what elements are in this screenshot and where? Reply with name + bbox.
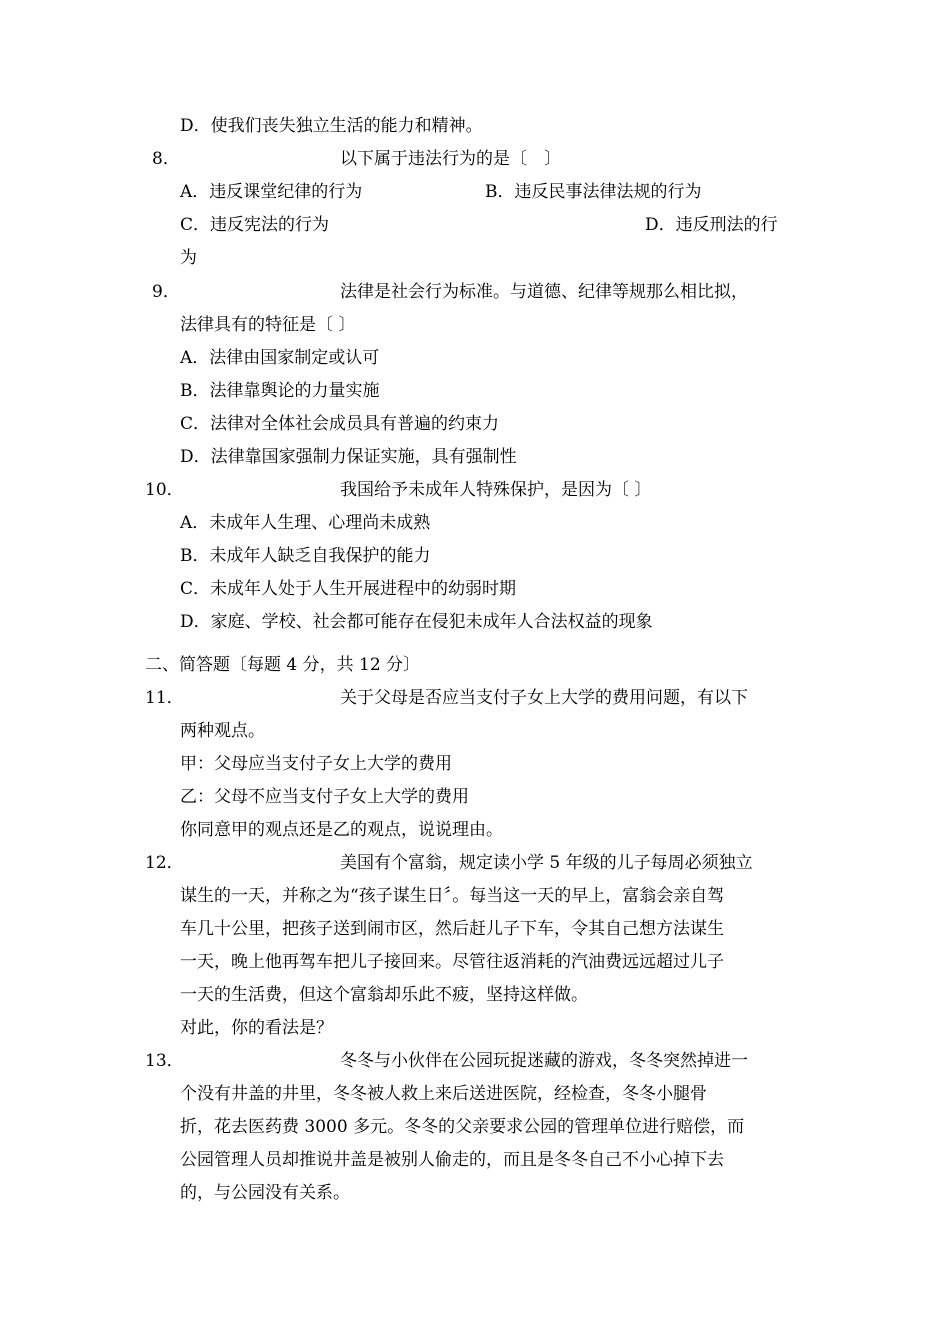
q10-option-a: A．未成年人生理、心理尚未成熟	[180, 513, 431, 533]
q11-stem: 关于父母是否应当支付子女上大学的费用问题，有以下	[340, 688, 748, 708]
q13-number: 13．	[145, 1051, 184, 1071]
q9-option-c: C．法律对全体社会成员具有普遍的约束力	[180, 414, 500, 434]
q12-line: 谋生的一天，并称之为“孩子谋生日〞。每当这一天的早上，富翁会亲自驾	[180, 886, 725, 906]
q12-line: 车几十公里，把孩子送到闹市区，然后赶儿子下车，令其自己想方法谋生	[180, 919, 724, 939]
q12-line: 一天的生活费，但这个富翁却乐此不疲，坚持这样做。	[180, 985, 588, 1005]
q11-line: 两种观点。	[180, 721, 265, 741]
q8-option-a: A．违反课堂纪律的行为	[180, 182, 363, 202]
q11-number: 11．	[145, 688, 184, 708]
q8-option-c: C．违反宪法的行为	[180, 215, 330, 235]
q9-stem-continued: 法律具有的特征是〔 〕	[180, 315, 356, 335]
section-heading: 二、简答题〔每题 4 分，共 12 分〕	[145, 655, 421, 675]
q13-stem: 冬冬与小伙伴在公园玩捉迷藏的游戏，冬冬突然掉进一	[340, 1051, 748, 1071]
q9-stem: 法律是社会行为标准。与道德、纪律等规那么相比拟，	[340, 282, 748, 302]
q8-option-d: D．违反刑法的行	[645, 215, 778, 235]
q9-number: 9．	[152, 282, 180, 302]
q8-stem: 以下属于违法行为的是〔 〕	[340, 149, 561, 169]
q12-number: 12．	[145, 853, 184, 873]
q10-option-d: D．家庭、学校、社会都可能存在侵犯未成年人合法权益的现象	[180, 612, 653, 632]
q10-number: 10．	[145, 480, 184, 500]
q9-option-b: B．法律靠舆论的力量实施	[180, 381, 380, 401]
q8-option-d-continued: 为	[180, 248, 197, 268]
q11-line: 乙：父母不应当支付子女上大学的费用	[180, 787, 469, 807]
q9-option-a: A．法律由国家制定或认可	[180, 348, 380, 368]
q12-line: 对此，你的看法是？	[180, 1018, 333, 1038]
q10-option-b: B．未成年人缺乏自我保护的能力	[180, 546, 431, 566]
q8-option-b: B．违反民事法律法规的行为	[485, 182, 702, 202]
q13-line: 折，花去医药费 3000 多元。冬冬的父亲要求公园的管理单位进行赔偿，而	[180, 1117, 745, 1137]
q10-stem: 我国给予未成年人特殊保护，是因为〔 〕	[340, 480, 652, 500]
q13-line: 的，与公园没有关系。	[180, 1183, 350, 1203]
q13-line: 公园管理人员却推说井盖是被别人偷走的，而且是冬冬自己不小心掉下去	[180, 1150, 724, 1170]
q13-line: 个没有井盖的井里，冬冬被人救上来后送进医院，经检查，冬冬小腿骨	[180, 1084, 707, 1104]
q11-line: 你同意甲的观点还是乙的观点，说说理由。	[180, 820, 503, 840]
q8-number: 8．	[152, 149, 180, 169]
q11-line: 甲：父母应当支付子女上大学的费用	[180, 754, 452, 774]
q9-option-d: D．法律靠国家强制力保证实施，具有强制性	[180, 447, 517, 467]
q10-option-c: C．未成年人处于人生开展进程中的幼弱时期	[180, 579, 517, 599]
q7-option-d: D．使我们丧失独立生活的能力和精神。	[180, 116, 483, 136]
q12-stem: 美国有个富翁，规定读小学 5 年级的儿子每周必须独立	[340, 853, 753, 873]
q12-line: 一天，晚上他再驾车把儿子接回来。尽管往返消耗的汽油费远远超过儿子	[180, 952, 724, 972]
